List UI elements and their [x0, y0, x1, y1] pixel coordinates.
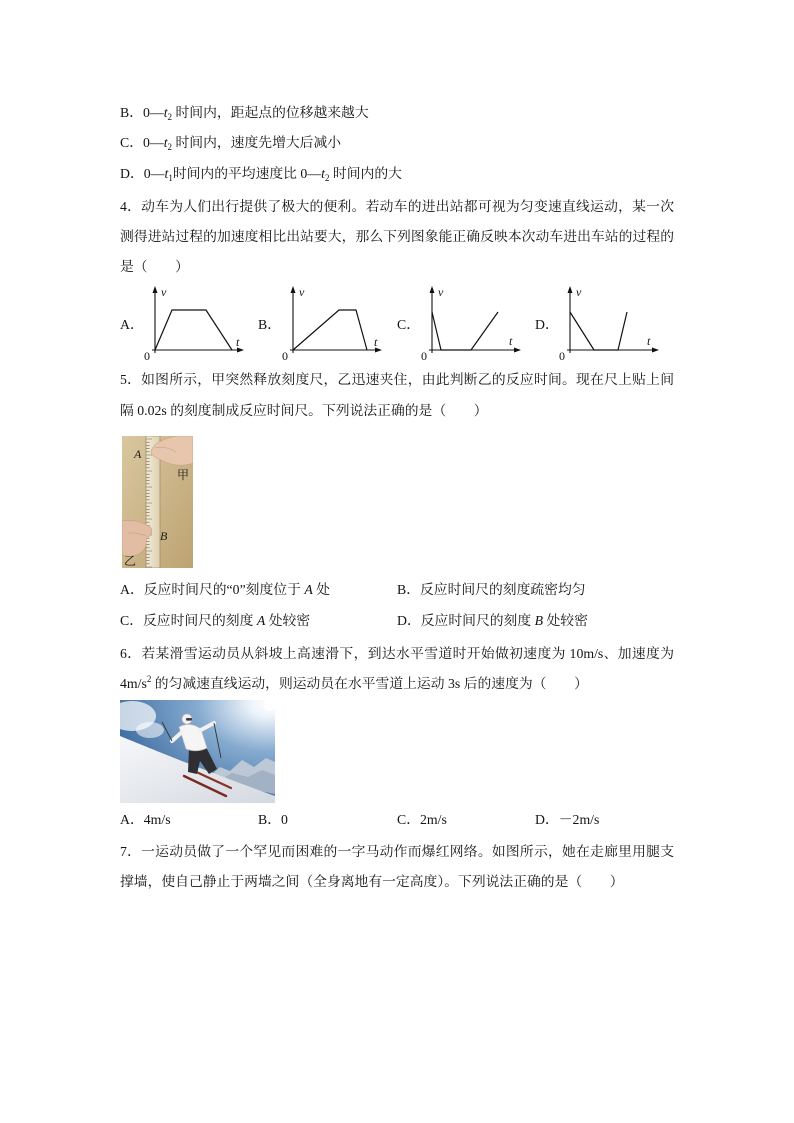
v-axis-label: v	[576, 285, 582, 299]
vt-curve	[432, 312, 498, 350]
t-axis-label: t	[509, 334, 513, 348]
figure-label-b: B	[160, 529, 168, 543]
q6-option-c: C．2m/s	[397, 812, 447, 827]
vt-curve	[570, 312, 627, 350]
origin-label: 0	[559, 349, 565, 363]
option-text: 时间内，距起点的位移越来越大	[172, 105, 369, 120]
q5-option-a	[120, 581, 330, 599]
origin-label: 0	[421, 349, 427, 363]
time-variable: t	[163, 105, 168, 120]
time-variable: t	[163, 135, 168, 150]
v-axis-label: v	[438, 285, 444, 299]
figure-label-yi: 乙	[124, 554, 137, 568]
option-text: C．反应时间尺的刻度	[120, 613, 257, 628]
q4-stem-line-3: 是（ ）	[120, 259, 189, 274]
superscript: 2	[146, 674, 152, 684]
q6-stem-line-1: 6．若某滑雪运动员从斜坡上高速滑下，到达水平雪道时开始做初速度为 10m/s、加速度为	[120, 646, 674, 661]
option-text: 时间内的大	[329, 166, 402, 181]
q5-option-d	[397, 612, 588, 630]
goggles	[186, 718, 192, 721]
v-axis-label: v	[299, 285, 305, 299]
t-axis-label: t	[236, 335, 240, 349]
acceleration-unit: 4m/s	[120, 676, 147, 691]
v-axis-arrow	[291, 286, 296, 293]
option-text: 处	[312, 582, 331, 597]
t-axis-arrow	[652, 348, 659, 353]
option-text: A．反应时间尺的“0”刻度位于	[120, 582, 305, 597]
subscript: 2	[167, 112, 173, 122]
v-axis-arrow	[568, 286, 573, 293]
option-text: 时间内，速度先增大后减小	[172, 135, 342, 150]
q4-stem-line-2: 测得进站过程的加速度相比出站要大，那么下列图象能正确反映本次动车进出车站的过程的	[120, 229, 674, 244]
subscript: 2	[167, 142, 173, 152]
stem-text: 的匀减速直线运动，则运动员在水平雪道上运动 3s 后的速度为（ ）	[151, 676, 588, 691]
vt-graph-a	[140, 282, 250, 364]
point-label: A	[304, 582, 313, 597]
q6-option-d: D．－2m/s	[535, 812, 600, 827]
q3-option-c	[120, 134, 341, 152]
option-label: C．0—	[120, 135, 164, 150]
skier-photo	[120, 700, 275, 803]
q5-stem-line-2: 隔 0.02s 的刻度制成反应时间尺。下列说法正确的是（ ）	[120, 403, 488, 418]
subscript: 2	[324, 173, 330, 183]
q3-option-d	[120, 165, 402, 183]
time-variable: t	[321, 166, 325, 181]
point-label: B	[534, 613, 544, 628]
point-label: A	[256, 613, 266, 628]
graph-b-label: B．	[258, 317, 281, 332]
v-axis-label: v	[161, 285, 167, 299]
figure-label-a: A	[134, 447, 142, 461]
q4-stem-line-1: 4．动车为人们出行提供了极大的便利。若动车的进出站都可视为匀变速直线运动，某一次	[120, 199, 674, 214]
graph-d-label: D．	[535, 317, 559, 332]
option-text: 时间内的平均速度比 0—	[172, 166, 322, 181]
q6-stem-line-2	[120, 675, 588, 693]
vt-curve	[293, 310, 367, 350]
graph-a-label: A．	[120, 317, 144, 332]
vt-graph-c	[417, 282, 527, 364]
option-label: B．0—	[120, 105, 164, 120]
time-variable: t	[164, 166, 169, 181]
option-label: D．0—	[120, 166, 165, 181]
snow-spray	[136, 722, 164, 738]
t-axis-label: t	[647, 334, 651, 348]
vt-graph-d	[555, 282, 665, 364]
option-text: 处较密	[265, 613, 311, 628]
option-text: 处较密	[543, 613, 588, 628]
v-axis-arrow	[430, 286, 435, 293]
q5-stem-line-1: 5．如图所示，甲突然释放刻度尺，乙迅速夹住，由此判断乙的反应时间。现在尺上贴上间	[120, 372, 674, 387]
subscript: 1	[168, 173, 173, 183]
vt-curve	[155, 310, 232, 350]
ruler-reaction-photo	[122, 436, 193, 568]
q5-option-b	[397, 581, 586, 599]
q6-option-a: A．4m/s	[120, 812, 171, 827]
q7-stem-line-2: 撑墙，使自己静止于两墙之间（全身离地有一定高度）。下列说法正确的是（ ）	[120, 874, 624, 889]
option-text: D．反应时间尺的刻度	[397, 613, 535, 628]
graph-c-label: C．	[397, 317, 420, 332]
q7-stem-line-1: 7．一运动员做了一个罕见而困难的一字马动作而爆红网络。如图所示，她在走廊里用腿支	[120, 844, 674, 859]
origin-label: 0	[282, 349, 288, 363]
q3-option-b	[120, 104, 369, 122]
v-axis-arrow	[153, 286, 158, 293]
t-axis-label: t	[374, 335, 378, 349]
origin-label: 0	[144, 349, 150, 363]
q5-option-c	[120, 612, 310, 630]
figure-label-jia: 甲	[177, 468, 190, 482]
option-text: B．反应时间尺的刻度疏密均匀	[397, 582, 586, 597]
q6-option-b: B．0	[258, 812, 288, 827]
vt-graph-b	[278, 282, 388, 364]
t-axis-arrow	[514, 348, 521, 353]
